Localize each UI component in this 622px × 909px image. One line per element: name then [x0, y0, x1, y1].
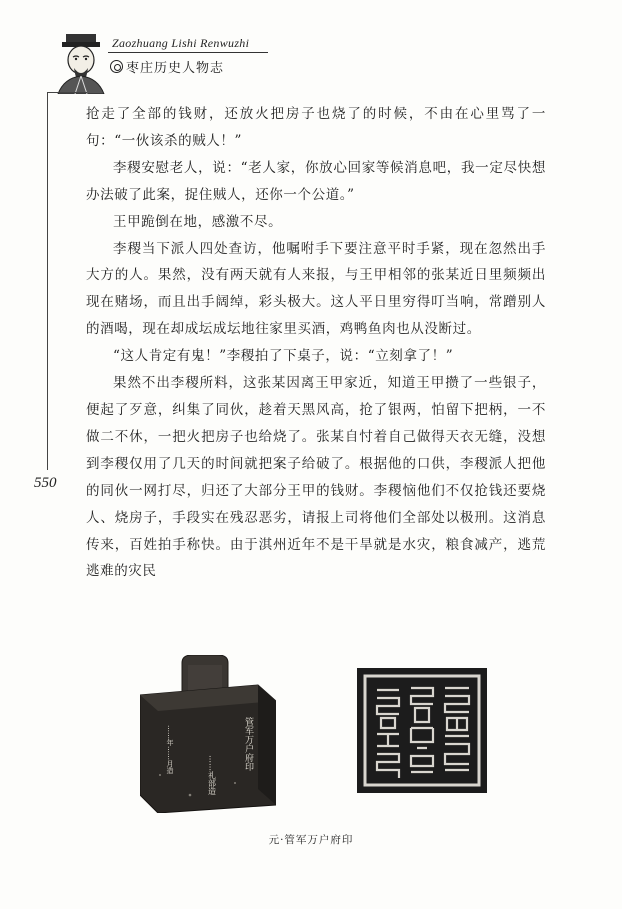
- paragraph: 王甲跪倒在地，感激不尽。: [113, 213, 283, 230]
- figure-caption: 元·管军万户府印: [268, 834, 354, 846]
- header-rule: [108, 52, 268, 53]
- margin-rule-horizontal: [47, 92, 87, 93]
- margin-rule-vertical: [47, 92, 48, 470]
- body-text: [86, 101, 546, 585]
- paragraph: 李稷当下派人四处查访，他嘱咐手下要注意平时手紧，现在忽然出手大方的人。果然，没有两天就有人来报，与王甲相邻的张某近日里频频出现在赌场，而且出手阔绰，彩头极大。这人平日里穷得叮当响，常蹭别人的酒喝，现在却成坛成坛地往家里买酒，鸡鸭鱼肉也从没断过。: [86, 240, 546, 338]
- seal-side-inscription: ……年……月造: [166, 725, 174, 774]
- seal-impression-image: [357, 668, 487, 793]
- paragraph: 抢走了全部的钱财，还放火把房子也烧了的时候，不由在心里骂了一句：“一伙该杀的贼人！”: [86, 106, 546, 149]
- scholar-portrait-icon: [54, 32, 108, 94]
- paragraph: “这人肯定有鬼！”李稷拍了下桌子，说：“立刻拿了！”: [113, 348, 454, 365]
- running-header-chinese: [110, 57, 224, 76]
- circle-ornament-icon: [110, 60, 123, 73]
- seal-side-inscription: ……礼部造: [207, 755, 217, 795]
- seal-side-inscription: 管军万户府印: [243, 717, 253, 771]
- running-header-latin: Zaozhuang Lishi Renwuzhi: [112, 36, 250, 50]
- running-header-title: 枣庄历史人物志: [126, 61, 225, 76]
- paragraph: 果然不出李稷所料，这张某因离王甲家近，知道王甲攒了一些银子，便起了歹意，纠集了同伙，趁着天黑风高，抢了银两，怕留下把柄，一不做二不休，一把火把房子也给烧了。张某自忖着自己做得天衣无缝，没想到李稷仅用了几天的时间就把案子给破了。根据他的口供，李稷派人把他的同伙一网打尽，归还了大部分王甲的钱财。李稷恼他们不仅抢钱还要烧人、烧房子，手段实在残忍恶劣，请报上司将他们全部处以极刑。这消息传来，百姓拍手称快。由于淇州近年不是干旱就是水灾，粮食减产，逃荒逃难的灾民: [86, 375, 546, 580]
- page-number: 550: [34, 475, 57, 491]
- paragraph: 李稷安慰老人，说：“老人家，你放心回家等候消息吧，我一定尽快想办法破了此案，捉住贼人，还你一个公道。”: [86, 159, 546, 203]
- seal-object-photo: [140, 655, 276, 813]
